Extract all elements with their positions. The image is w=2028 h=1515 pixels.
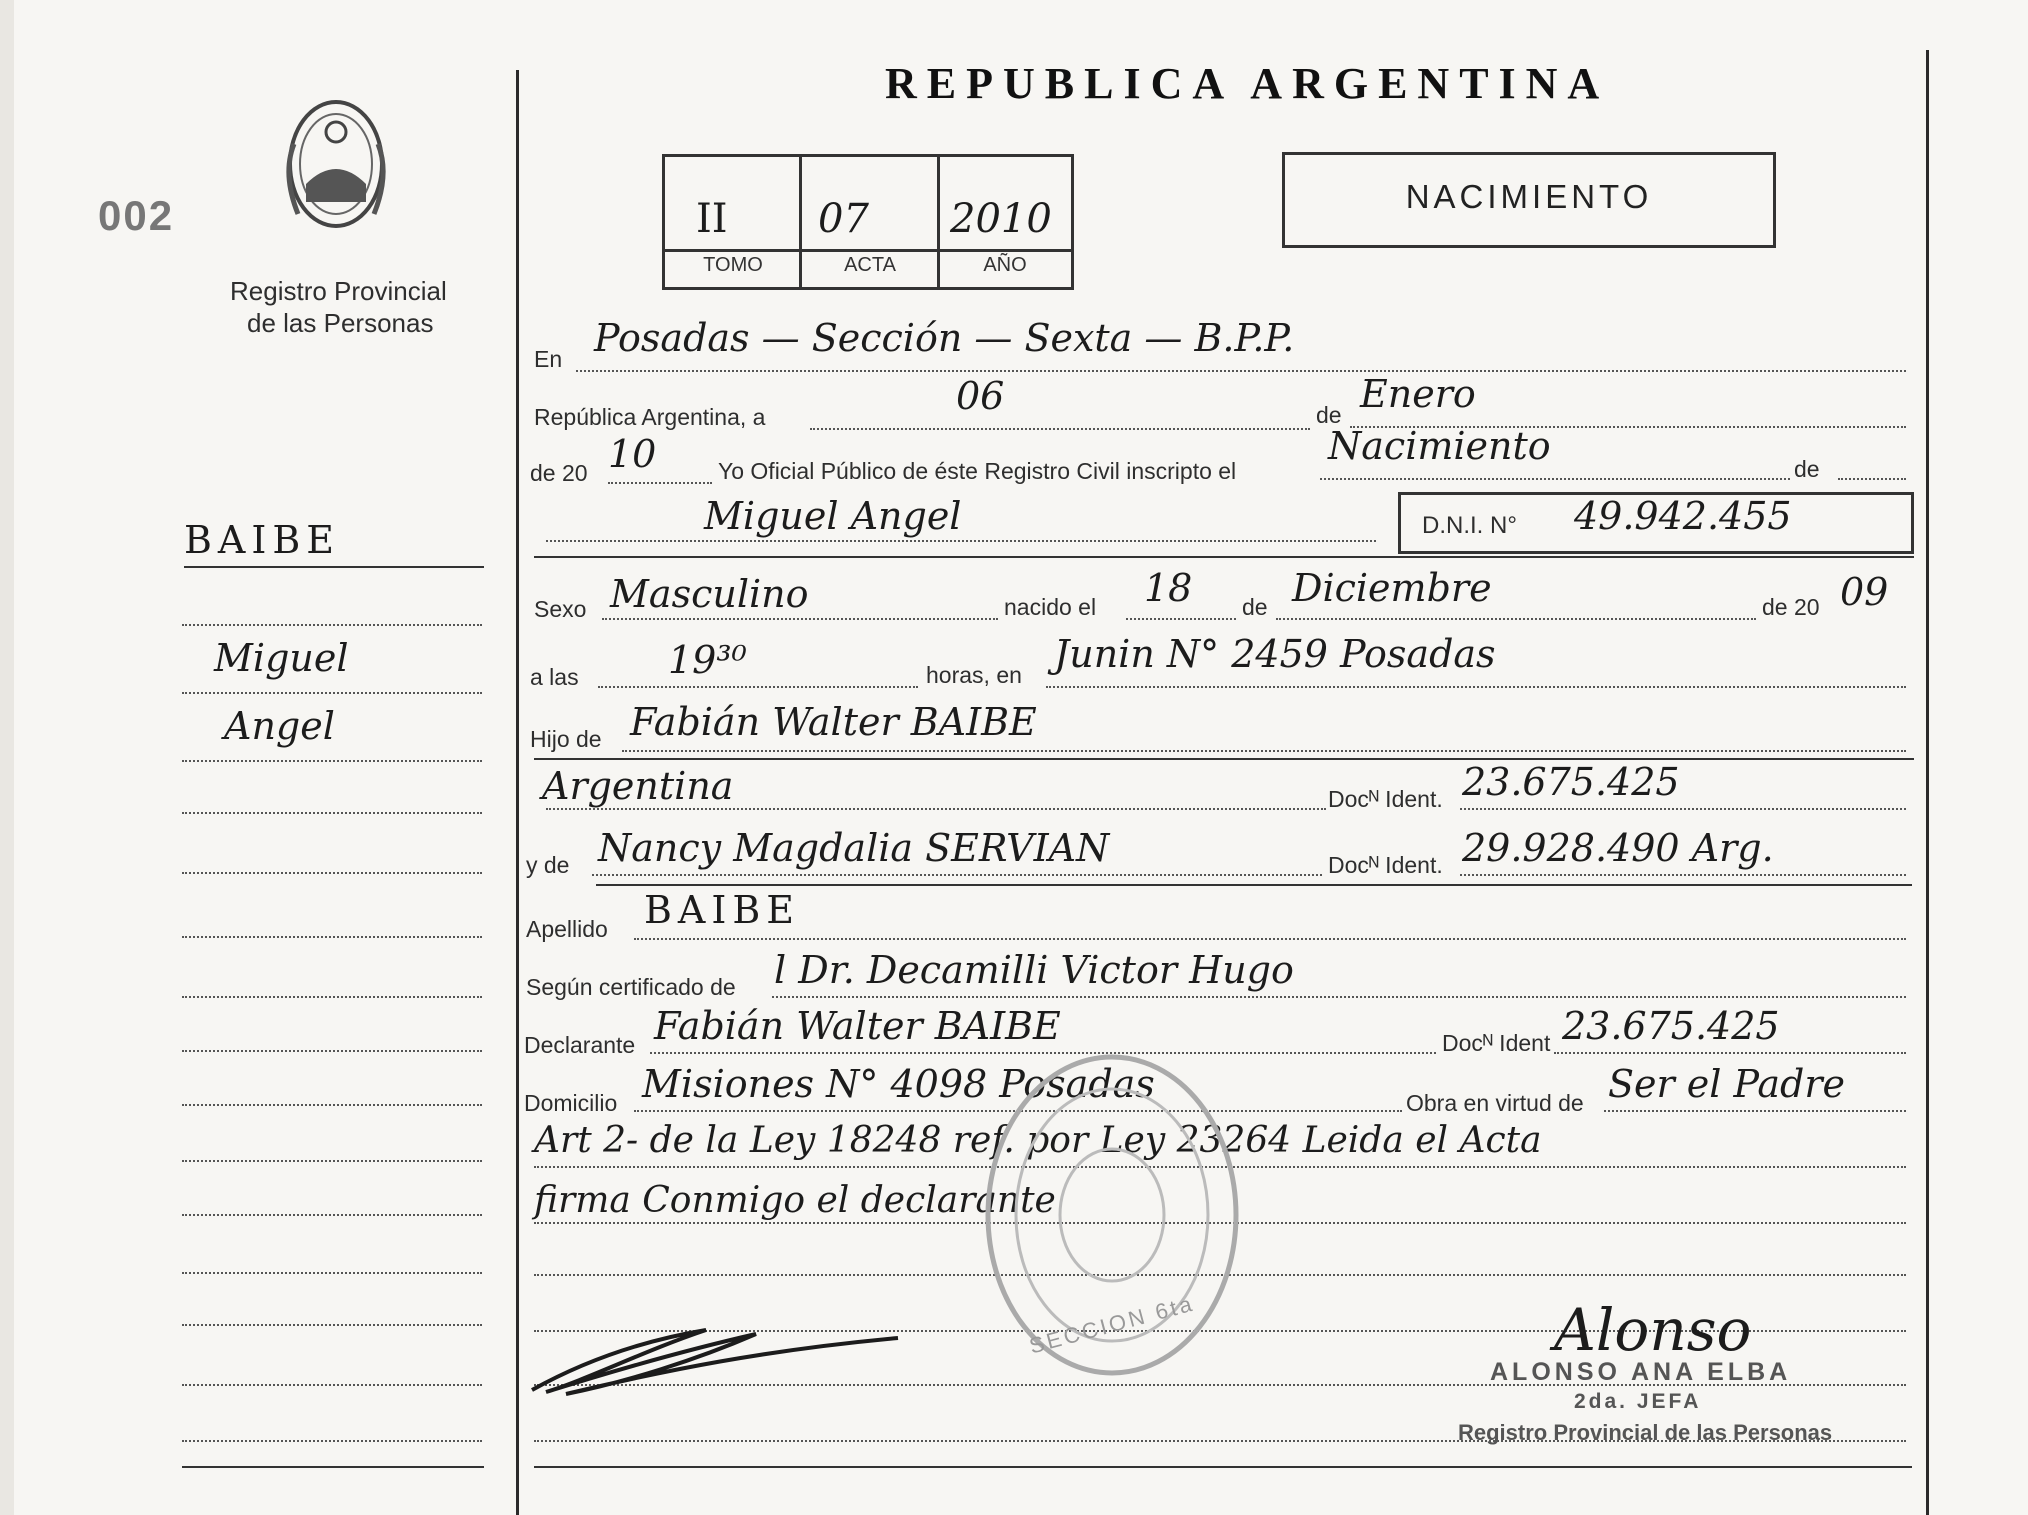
margin-rule <box>184 566 484 568</box>
field-line <box>1276 618 1756 620</box>
label-doc-ident: Docᴺ Ident <box>1442 1030 1551 1056</box>
official-role: 2da. JEFA <box>1574 1390 1702 1413</box>
day-value: 06 <box>956 374 1005 418</box>
province-crest <box>276 84 396 244</box>
birth-month-value: Diciembre <box>1292 566 1492 610</box>
name-rule <box>534 556 1914 558</box>
label-apellido: Apellido <box>526 916 608 942</box>
official-name: ALONSO ANA ELBA <box>1490 1358 1792 1386</box>
tomo-label: TOMO <box>703 254 763 276</box>
father-nationality-value: Argentina <box>542 764 734 808</box>
official-signature: Alonso <box>1554 1296 1752 1364</box>
label-segun-certificado: Según certificado de <box>526 974 736 1000</box>
birth-year-value: 09 <box>1840 570 1889 614</box>
label-en: En <box>534 346 563 372</box>
field-line <box>1320 478 1790 480</box>
registry-name-line1: Registro Provincial <box>230 276 447 306</box>
field-line <box>598 686 918 688</box>
field-line <box>602 618 998 620</box>
label-obra-en-virtud: Obra en virtud de <box>1406 1090 1584 1116</box>
field-line <box>592 874 1322 876</box>
acta-value: 07 <box>818 196 869 242</box>
field-line <box>1604 1110 1906 1112</box>
address-value: Misiones N° 4098 Posadas <box>642 1062 1155 1106</box>
field-line <box>1554 1052 1906 1054</box>
surname-value: BAIBE <box>644 888 801 932</box>
label-horas-en: horas, en <box>926 662 1022 688</box>
margin-line <box>182 1384 482 1386</box>
mother-rule <box>596 884 1912 886</box>
label-doc-ident: Docᴺ Ident. <box>1328 852 1443 878</box>
field-line <box>1460 874 1906 876</box>
place-value: Posadas — Sección — Sexta — B.P.P. <box>594 316 1295 360</box>
bottom-rule <box>534 1466 1912 1468</box>
certificate-doctor-value: l Dr. Decamilli Victor Hugo <box>774 948 1294 992</box>
label-dni: D.N.I. N° <box>1422 512 1517 539</box>
legal-note-line1: Art 2- de la Ley 18248 ref. por Ley 23264 Leida el Acta <box>534 1120 1542 1161</box>
label-sexo: Sexo <box>534 596 587 622</box>
field-line <box>608 482 712 484</box>
official-office: Registro Provincial de las Personas <box>1458 1420 1833 1445</box>
registry-name-line2: de las Personas <box>247 308 434 338</box>
mother-doc-value: 29.928.490 Arg. <box>1462 826 1774 870</box>
left-frame-line <box>516 70 519 1515</box>
dni-value: 49.942.455 <box>1574 494 1792 538</box>
father-name-value: Fabián Walter BAIBE <box>630 700 1037 744</box>
field-line <box>810 428 1310 430</box>
birth-certificate-page <box>14 0 2028 1515</box>
mother-name-value: Nancy Magdalia SERVIAN <box>598 826 1110 870</box>
record-type: NACIMIENTO <box>1405 178 1653 215</box>
parents-rule <box>534 758 1914 760</box>
declarant-doc-value: 23.675.425 <box>1562 1004 1780 1048</box>
declarant-name-value: Fabián Walter BAIBE <box>654 1004 1061 1048</box>
margin-line <box>182 1214 482 1216</box>
label-republica: República Argentina, a <box>534 404 766 430</box>
margin-bottom-rule <box>182 1466 484 1468</box>
label-de2009: de 20 <box>1762 594 1820 620</box>
label-de: de <box>1794 456 1820 482</box>
margin-line <box>182 692 482 694</box>
margin-surname: BAIBE <box>184 518 341 562</box>
margin-given-name-1: Miguel <box>214 636 349 680</box>
legal-note-line2: firma Conmigo el declarante <box>534 1180 1056 1221</box>
label-declarante: Declarante <box>524 1032 636 1058</box>
father-doc-value: 23.675.425 <box>1462 760 1680 804</box>
label-nacido: nacido el <box>1004 594 1097 620</box>
seal-text: SECCION 6ta <box>1026 1290 1198 1359</box>
margin-line <box>182 996 482 998</box>
margin-line <box>182 760 482 762</box>
child-name-value: Miguel Angel <box>704 494 962 538</box>
label-hijo-de: Hijo de <box>530 726 602 752</box>
field-line <box>622 750 1906 752</box>
field-line <box>1046 686 1906 688</box>
label-oficial: Yo Oficial Público de éste Registro Civil inscripto el <box>718 458 1237 484</box>
margin-line <box>182 812 482 814</box>
field-line <box>1460 808 1906 810</box>
year-value: 10 <box>608 432 657 476</box>
margin-line <box>182 936 482 938</box>
field-line <box>1126 618 1236 620</box>
label-de: de <box>1242 594 1268 620</box>
acta-label: ACTA <box>844 254 896 276</box>
birth-hour-value: 19³⁰ <box>668 638 747 682</box>
label-domicilio: Domicilio <box>524 1090 618 1116</box>
field-line <box>634 938 1906 940</box>
month-value: Enero <box>1360 372 1476 416</box>
declarant-signature <box>526 1300 906 1400</box>
margin-line <box>182 872 482 874</box>
authority-value: Ser el Padre <box>1608 1062 1845 1106</box>
sex-value: Masculino <box>610 572 809 616</box>
inscription-type-value: Nacimiento <box>1328 424 1551 468</box>
label-y-de: y de <box>526 852 570 878</box>
margin-line <box>182 1050 482 1052</box>
label-doc-ident: Docᴺ Ident. <box>1328 786 1443 812</box>
margin-line <box>182 1324 482 1326</box>
tomo-value: II <box>696 196 728 242</box>
field-line <box>546 808 1326 810</box>
margin-line <box>182 1272 482 1274</box>
form-code: 002 <box>98 192 175 239</box>
label-de: de <box>1316 402 1342 428</box>
field-line <box>1838 478 1906 480</box>
label-a-las: a las <box>530 664 579 690</box>
birth-place-value: Junin N° 2459 Posadas <box>1054 632 1496 676</box>
margin-line <box>182 624 482 626</box>
field-line <box>576 370 1906 372</box>
margin-line <box>182 1160 482 1162</box>
ano-value: 2010 <box>950 196 1052 242</box>
margin-line <box>182 1104 482 1106</box>
margin-line <box>182 1440 482 1442</box>
country-title: REPUBLICA ARGENTINA <box>885 59 1610 108</box>
birth-day-value: 18 <box>1144 566 1193 610</box>
margin-given-name-2: Angel <box>224 704 335 748</box>
field-line <box>772 996 1906 998</box>
ano-label: AÑO <box>983 254 1027 276</box>
official-seal <box>982 1050 1242 1380</box>
label-de20: de 20 <box>530 460 588 486</box>
right-frame-line <box>1926 50 1929 1515</box>
field-line <box>546 540 1376 542</box>
